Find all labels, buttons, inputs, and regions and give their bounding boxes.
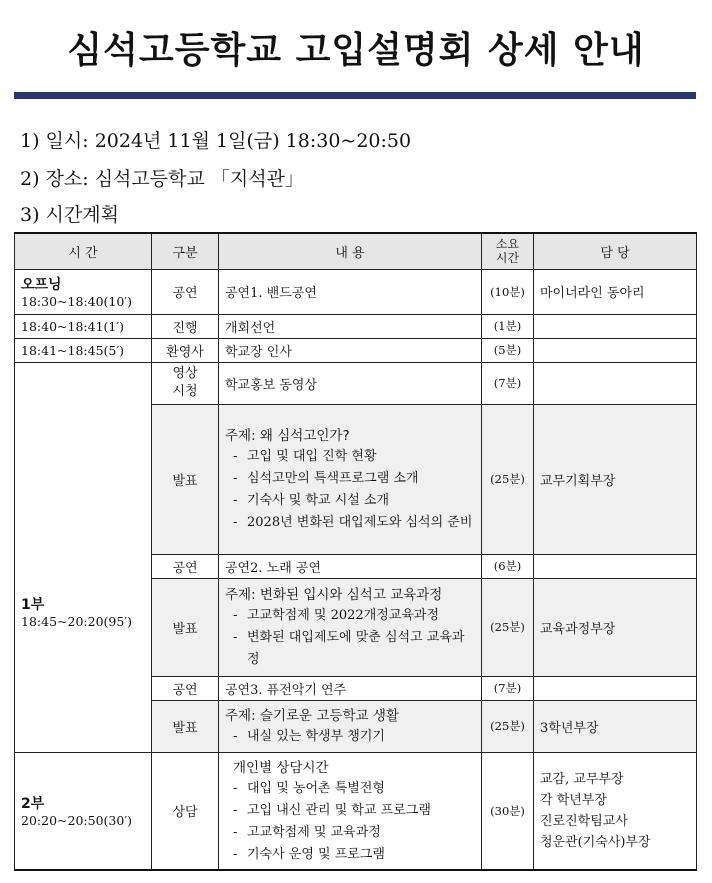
topic-list	[225, 605, 475, 671]
type-cell: 영상 시청	[152, 362, 219, 404]
time-cell	[15, 752, 152, 870]
content-cell: 학교장 인사	[219, 338, 482, 362]
topic-list	[225, 446, 475, 534]
charge-cell	[534, 362, 697, 404]
duration-cell: (7분)	[482, 362, 534, 404]
charge-cell	[534, 338, 697, 362]
list-item: - 2028년 변화된 대입제도와 심석의 준비	[225, 512, 475, 534]
type-cell: 진행	[152, 314, 219, 338]
charge-line: 진로진학팀교사	[540, 813, 628, 829]
time-range: 18:45~20:20(95′)	[21, 613, 133, 629]
topic-title: 주제: 슬기로운 고등학교 생활	[225, 708, 399, 724]
phase-label: 2부	[21, 796, 45, 813]
charge-cell: 교육과정부장	[534, 578, 697, 676]
table-row	[15, 338, 697, 362]
content-cell	[219, 404, 482, 554]
list-item: - 고교학점제 및 2022개정교육과정	[225, 605, 475, 627]
duration-cell: (10분)	[482, 269, 534, 314]
content-cell: 공연1. 밴드공연	[219, 269, 482, 314]
type-cell: 공연	[152, 269, 219, 314]
list-item: - 대입 및 농어촌 특별전형	[225, 778, 475, 800]
type-cell: 공연	[152, 676, 219, 700]
time-cell	[15, 269, 152, 314]
duration-cell: (30분)	[482, 752, 534, 870]
list-item: - 고입 및 대입 진학 현황	[225, 446, 475, 468]
topic-list	[225, 778, 475, 866]
content-cell: 공연2. 노래 공연	[219, 554, 482, 578]
schedule-table	[14, 232, 697, 871]
charge-cell: 3학년부장	[534, 700, 697, 752]
header-duration: 소요 시간	[482, 233, 534, 269]
phase-label: 오프닝	[21, 277, 62, 293]
list-item: - 기숙사 및 학교 시설 소개	[225, 490, 475, 512]
duration-cell: (6분)	[482, 554, 534, 578]
time-range: 18:41~18:45(5′)	[15, 338, 152, 362]
list-item: - 기숙사 운영 및 프로그램	[225, 844, 475, 866]
type-cell: 상담	[152, 752, 219, 870]
duration-cell: (7분)	[482, 676, 534, 700]
list-item: - 고입 내신 관리 및 학교 프로그램	[225, 800, 475, 822]
table-row	[15, 314, 697, 338]
charge-line: 청운관(기숙사)부장	[540, 834, 651, 850]
list-item: - 변화된 대입제도에 맞춘 심석고 교육과정	[225, 627, 475, 671]
info-date: 1) 일시: 2024년 11월 1일(금) 18:30~20:50	[20, 130, 412, 152]
charge-cell: 교무기획부장	[534, 404, 697, 554]
charge-cell	[534, 314, 697, 338]
header-content: 내 용	[219, 233, 482, 269]
topic-title: 개인별 상담시간	[233, 759, 329, 776]
duration-cell: (25분)	[482, 700, 534, 752]
header-charge: 담 당	[534, 233, 697, 269]
topic-list	[225, 726, 475, 748]
charge-line: 각 학년부장	[540, 792, 607, 808]
topic-title: 주제: 왜 심석고인가?	[225, 428, 350, 444]
list-item: - 내실 있는 학생부 챙기기	[225, 726, 475, 748]
charge-cell: 마이너라인 동아리	[534, 269, 697, 314]
time-range: 20:20~20:50(30′)	[21, 813, 133, 829]
type-cell: 환영사	[152, 338, 219, 362]
time-range: 18:40~18:41(1′)	[15, 314, 152, 338]
header-type: 구분	[152, 233, 219, 269]
content-cell	[219, 752, 482, 870]
content-cell: 개회선언	[219, 314, 482, 338]
list-item: - 고교학점제 및 교육과정	[225, 822, 475, 844]
table-row	[15, 269, 697, 314]
duration-cell: (25분)	[482, 404, 534, 554]
type-cell: 발표	[152, 700, 219, 752]
type-cell: 발표	[152, 404, 219, 554]
topic-title: 주제: 변화된 입시와 심석고 교육과정	[225, 587, 443, 603]
type-cell: 공연	[152, 554, 219, 578]
duration-cell: (1분)	[482, 314, 534, 338]
charge-cell	[534, 752, 697, 870]
info-place: 2) 장소: 심석고등학교 「지석관」	[20, 168, 304, 190]
charge-cell	[534, 676, 697, 700]
title-underline	[14, 92, 696, 99]
content-cell	[219, 700, 482, 752]
duration-cell: (5분)	[482, 338, 534, 362]
content-cell	[219, 578, 482, 676]
table-row	[15, 362, 697, 404]
duration-cell: (25분)	[482, 578, 534, 676]
time-range: 18:30~18:40(10′)	[21, 294, 133, 309]
phase-label: 1부	[21, 596, 45, 613]
time-cell	[15, 362, 152, 752]
header-time: 시 간	[15, 233, 152, 269]
content-cell: 공연3. 퓨전악기 연주	[219, 676, 482, 700]
charge-cell	[534, 554, 697, 578]
table-row	[15, 752, 697, 870]
page-title: 심석고등학교 고입설명회 상세 안내	[67, 30, 645, 71]
charge-line: 교감, 교무부장	[540, 771, 624, 787]
type-cell: 발표	[152, 578, 219, 676]
info-schedule-heading: 3) 시간계획	[20, 204, 119, 226]
content-cell: 학교홍보 동영상	[219, 362, 482, 404]
list-item: - 심석고만의 특색프로그램 소개	[225, 468, 475, 490]
